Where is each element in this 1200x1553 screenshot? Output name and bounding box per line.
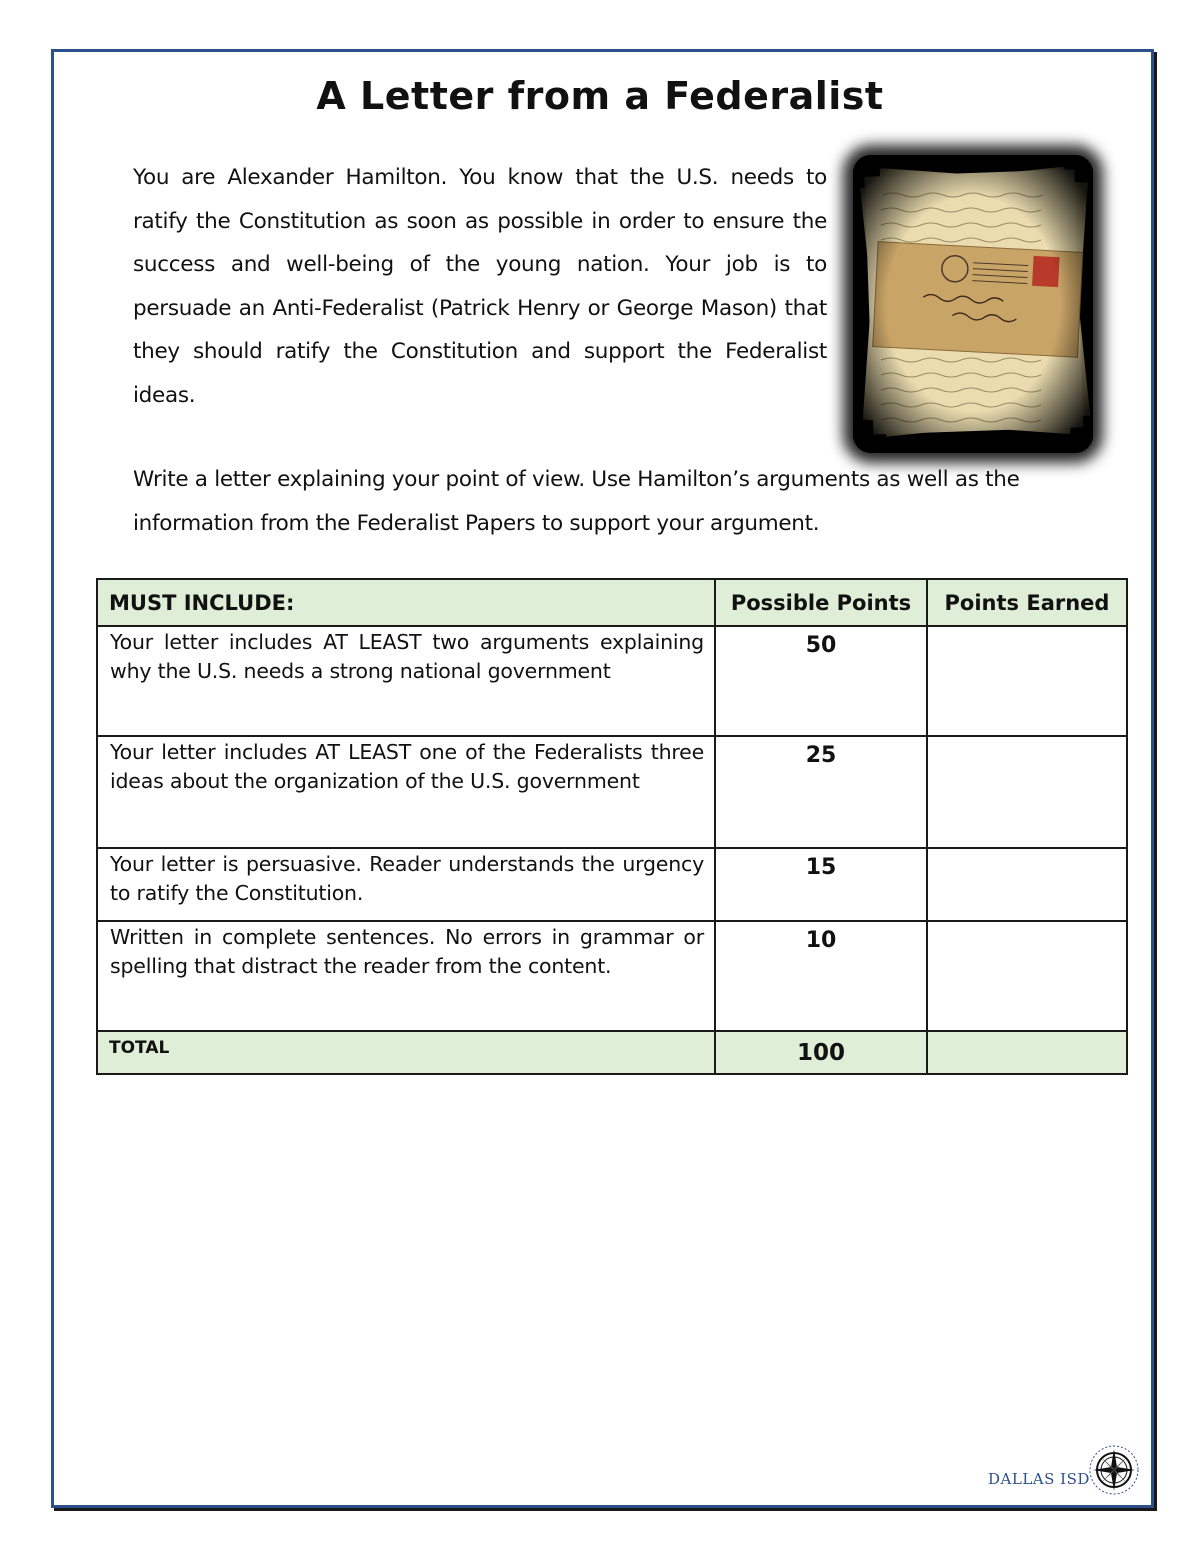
header-points-earned: Points Earned	[927, 579, 1127, 626]
possible-points-cell: 50	[715, 626, 927, 736]
total-row	[97, 1031, 1127, 1074]
possible-points-cell: 10	[715, 921, 927, 1031]
total-label: TOTAL	[97, 1031, 715, 1074]
instruction-paragraph: Write a letter explaining your point of view. Use Hamilton’s arguments as well as the information from the Federalist Papers to support your argument.	[133, 467, 1020, 536]
rubric-header-row	[97, 579, 1127, 626]
dallas-isd-logo-text: DALLAS ISD	[988, 1470, 1090, 1488]
total-points: 100	[715, 1031, 927, 1074]
rubric-table	[96, 578, 1128, 1075]
page-title: A Letter from a Federalist	[316, 74, 884, 118]
header-possible-points: Possible Points	[715, 579, 927, 626]
table-row	[97, 848, 1127, 921]
header-must-include: MUST INCLUDE:	[97, 579, 715, 626]
criteria-cell: Your letter includes AT LEAST one of the Federalists three ideas about the organization of the U.S. government	[97, 736, 715, 848]
letters-photo	[853, 155, 1093, 453]
table-row	[97, 626, 1127, 736]
total-earned-cell	[927, 1031, 1127, 1074]
criteria-cell: Written in complete sentences. No errors in grammar or spelling that distract the reader from the content.	[97, 921, 715, 1031]
criteria-cell: Your letter is persuasive. Reader understands the urgency to ratify the Constitution.	[97, 848, 715, 921]
possible-points-cell: 25	[715, 736, 927, 848]
letters-envelope-photo-icon	[853, 155, 1093, 453]
possible-points-cell: 15	[715, 848, 927, 921]
criteria-cell: Your letter includes AT LEAST two arguments explaining why the U.S. needs a strong national government	[97, 626, 715, 736]
table-row	[97, 736, 1127, 848]
intro-paragraph: You are Alexander Hamilton. You know that the U.S. needs to ratify the Constitution as soon as possible in order to ensure the success and well-being of the young nation. Your job is to persuade an Anti-Federalist (Patrick Henry or George Mason) that they should ratify the Constitution and support the Federalist ideas.	[133, 165, 827, 408]
compass-rose-icon	[1084, 1440, 1144, 1500]
points-earned-cell	[927, 921, 1127, 1031]
points-earned-cell	[927, 626, 1127, 736]
points-earned-cell	[927, 848, 1127, 921]
points-earned-cell	[927, 736, 1127, 848]
table-row	[97, 921, 1127, 1031]
